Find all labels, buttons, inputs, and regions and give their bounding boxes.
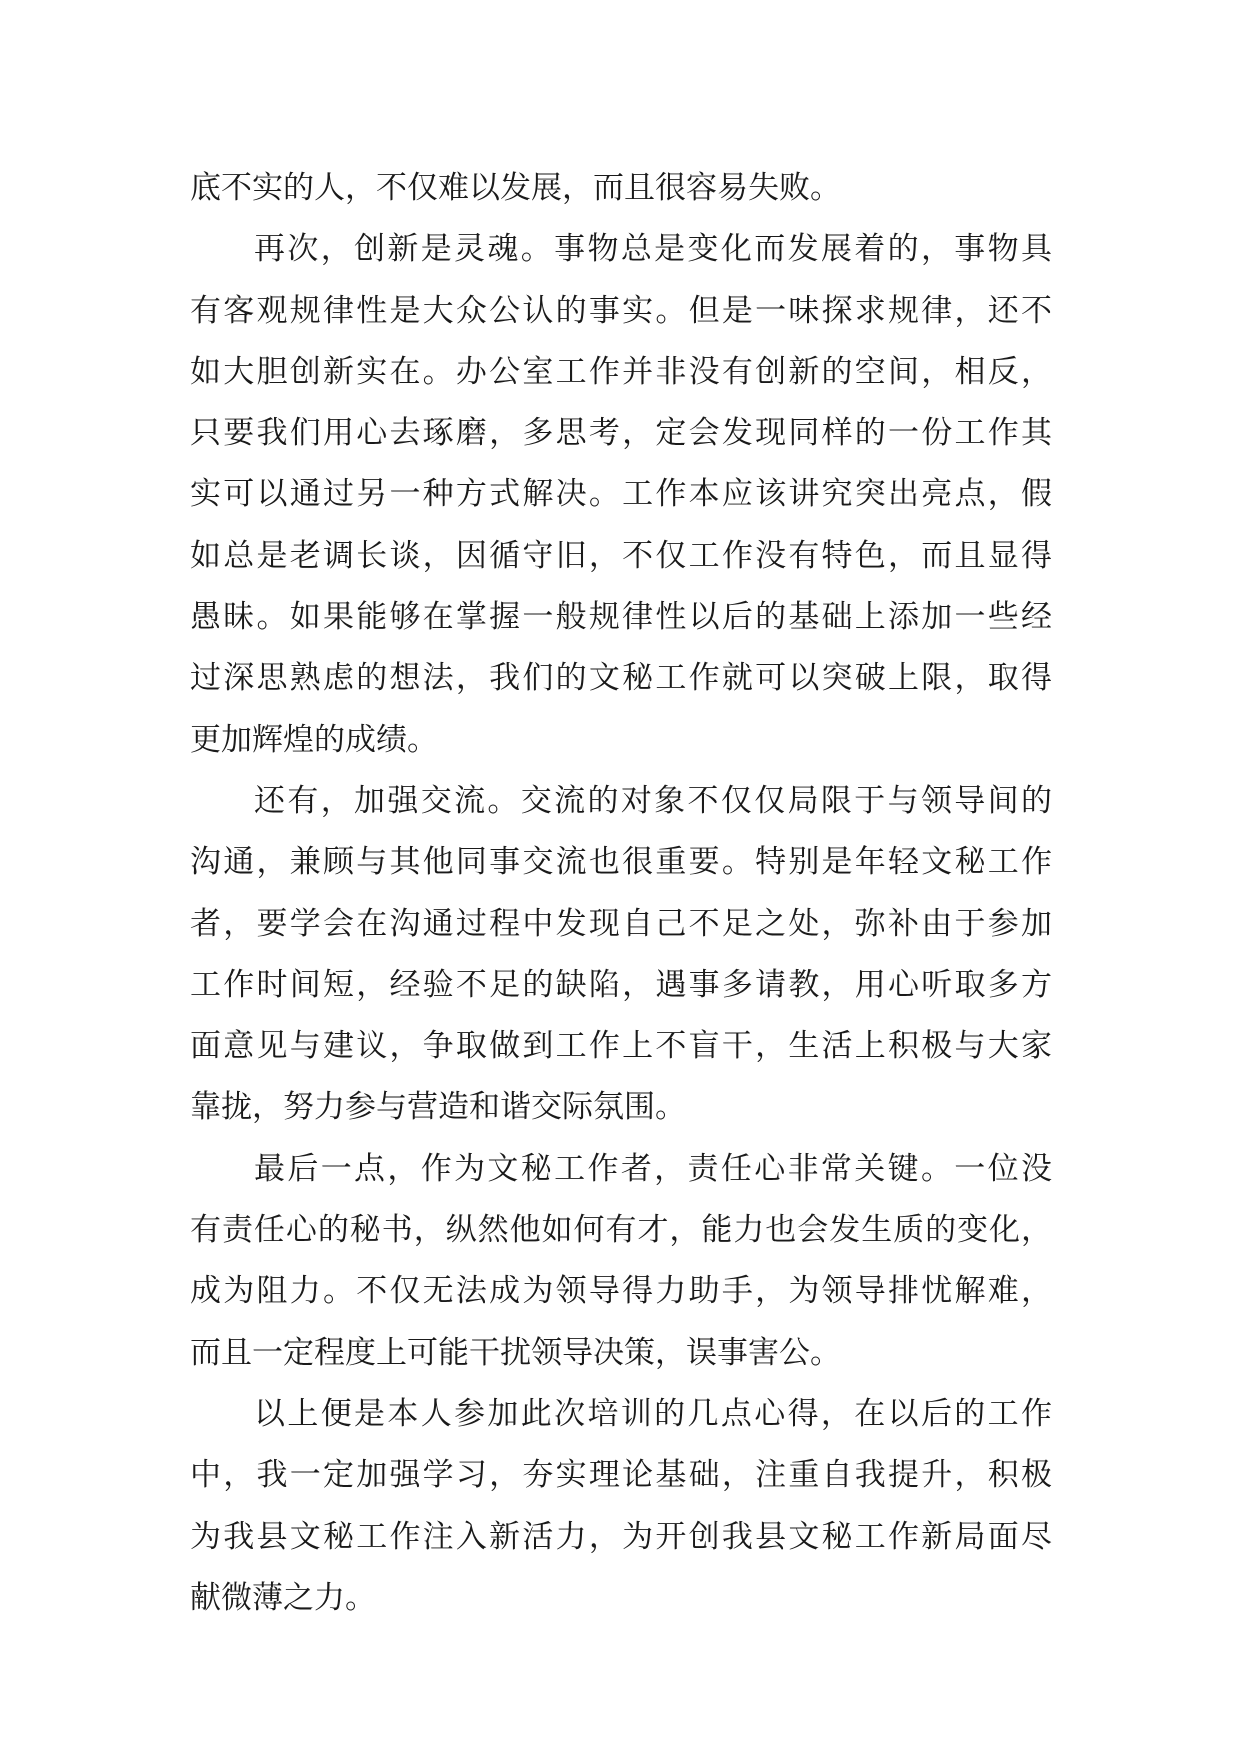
text-line: 更加辉煌的成绩。 [190, 721, 438, 758]
text-line: 沟通，兼顾与其他同事交流也很重要。特别是年轻文秘工作 [190, 844, 1052, 881]
text-line: 有客观规律性是大众公认的事实。但是一味探求规律，还不 [190, 292, 1052, 329]
text-line: 过深思熟虑的想法，我们的文秘工作就可以突破上限，取得 [190, 660, 1052, 697]
text-line: 为我县文秘工作注入新活力，为开创我县文秘工作新局面尽 [190, 1518, 1052, 1555]
text-line: 者，要学会在沟通过程中发现自己不足之处，弥补由于参加 [190, 905, 1052, 942]
text-line: 靠拢，努力参与营造和谐交际氛围。 [190, 1089, 686, 1126]
paragraph-first-line: 还有，加强交流。交流的对象不仅仅局限于与领导间的 [254, 782, 1052, 819]
text-line: 只要我们用心去琢磨，多思考，定会发现同样的一份工作其 [190, 415, 1052, 452]
text-line: 如总是老调长谈，因循守旧，不仅工作没有特色，而且显得 [190, 537, 1052, 574]
text-line: 献微薄之力。 [190, 1579, 376, 1616]
text-line: 实可以通过另一种方式解决。工作本应该讲究突出亮点，假 [190, 476, 1052, 513]
text-line: 工作时间短，经验不足的缺陷，遇事多请教，用心听取多方 [190, 966, 1052, 1003]
text-line: 中，我一定加强学习，夯实理论基础，注重自我提升，积极 [190, 1457, 1052, 1494]
text-line: 面意见与建议，争取做到工作上不盲干，生活上积极与大家 [190, 1028, 1052, 1065]
document-body [190, 158, 1052, 1629]
paragraph-first-line: 以上便是本人参加此次培训的几点心得，在以后的工作 [254, 1395, 1052, 1432]
text-line: 成为阻力。不仅无法成为领导得力助手，为领导排忧解难， [190, 1273, 1052, 1310]
text-line: 而且一定程度上可能干扰领导决策，误事害公。 [190, 1334, 841, 1371]
paragraph-first-line: 再次，创新是灵魂。事物总是变化而发展着的，事物具 [254, 231, 1052, 268]
paragraph-first-line: 最后一点，作为文秘工作者，责任心非常关键。一位没 [254, 1150, 1052, 1187]
text-line: 愚昧。如果能够在掌握一般规律性以后的基础上添加一些经 [190, 599, 1052, 636]
text-line: 如大胆创新实在。办公室工作并非没有创新的空间，相反， [190, 353, 1052, 390]
text-line: 底不实的人，不仅难以发展，而且很容易失败。 [190, 170, 841, 206]
text-line: 有责任心的秘书，纵然他如何有才，能力也会发生质的变化， [190, 1212, 1052, 1249]
